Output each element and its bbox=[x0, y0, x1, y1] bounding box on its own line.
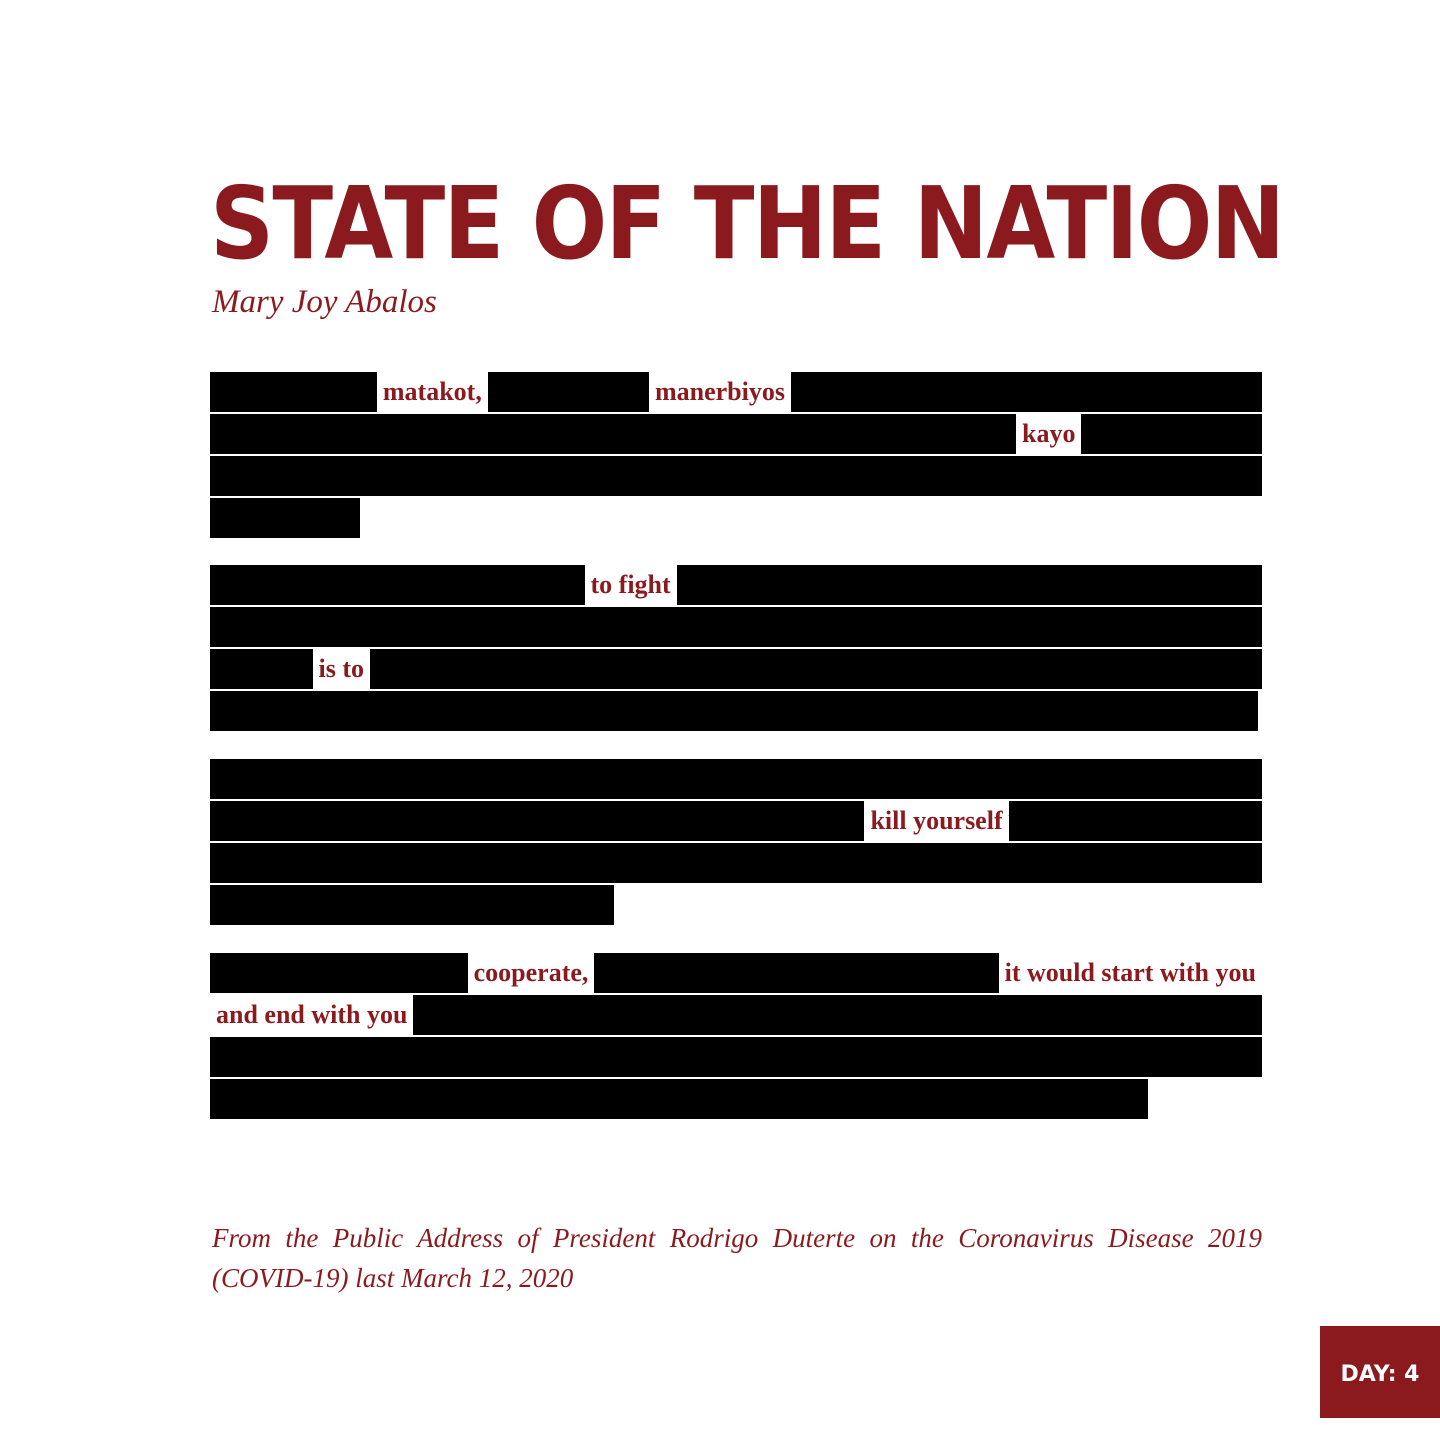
text-line bbox=[210, 883, 614, 925]
redacted-text: po ninyo. At ‘yung mga ibinibigay na well ahead ng Department of Health, sundin ho bbox=[210, 1037, 1152, 1073]
text-line bbox=[210, 799, 1262, 841]
redacted-text: wag ninyong maliitin. Do not minimize it, I said, but do not bbox=[210, 801, 864, 837]
redacted-text: to fight it bbox=[210, 649, 313, 685]
text-line bbox=[210, 647, 1262, 689]
redacted-text: pagka ganun. So ‘yung mga sinasabi na social distancing, sundin lang bbox=[413, 995, 1262, 1031]
revealed-word: kayo bbox=[1016, 414, 1081, 454]
redacted-text: tidote nito. It would only come in a form of a vaccine. Kagaya ng kagatin bbox=[210, 414, 1016, 450]
redacted-text: kung kayo po ay mag-cooperate. bbox=[210, 885, 570, 921]
text-line bbox=[210, 757, 1262, 799]
redacted-text: mga madudumi, mga kagaw, germs, sila ‘yung ma-alert at sila ‘yung papatay ng virus. bbox=[210, 691, 1168, 727]
text-line bbox=[210, 496, 360, 538]
revealed-word: cooperate, bbox=[468, 953, 595, 993]
revealed-word: it would start with you bbox=[999, 953, 1262, 993]
revealed-word: and end with you bbox=[210, 995, 413, 1035]
text-line bbox=[210, 1035, 1262, 1077]
revealed-word: to fight bbox=[585, 565, 677, 605]
redacted-text: because government is doing everything possible to make it at least controllable, but bbox=[210, 843, 1140, 879]
revealed-word: matakot, bbox=[377, 372, 488, 412]
paragraph-1 bbox=[210, 370, 1262, 538]
source-note: From the Public Address of President Rodrigo Duterte on the Coronavirus Disease 2019 (COVID-19) last March 12, 2020 bbox=[212, 1223, 1262, 1293]
redacted-text bbox=[1081, 414, 1262, 450]
text-line bbox=[210, 454, 1262, 496]
page-title: STATE OF THE NATION bbox=[210, 165, 1284, 282]
redacted-text: It’s a form of germs i-mutate lang bbox=[210, 565, 585, 601]
redacted-text: with worry bbox=[1009, 801, 1262, 837]
redacted-text: Huwag kayong bbox=[210, 372, 377, 408]
redacted-text: pero wala pang sabi ko mga an- bbox=[791, 372, 1262, 408]
revealed-word: is to bbox=[313, 649, 371, 689]
redacted-text: ah the problem would start and bbox=[622, 953, 972, 989]
text-line bbox=[210, 563, 1262, 605]
text-line bbox=[210, 993, 1262, 1035]
paragraph-2 bbox=[210, 563, 1262, 731]
text-line bbox=[210, 370, 1262, 412]
text-line bbox=[210, 841, 1262, 883]
redacted-text: ‘Pag hindi kayo nag- bbox=[210, 953, 440, 989]
revealed-word: manerbiyos bbox=[649, 372, 791, 412]
text-line bbox=[210, 689, 1258, 731]
text-line bbox=[210, 412, 1262, 454]
redacted-text: , to warn our bodies, magbigay ng signal sa bbox=[677, 565, 1262, 601]
revealed-word: kill yourself bbox=[864, 801, 1008, 841]
redacted-text: But until now, wala pa ho ‘yan. So, nandiyan na ‘yan. It’s a serious one. It is true. Hu- bbox=[210, 759, 1160, 795]
paragraph-4 bbox=[210, 951, 1262, 1119]
text-line bbox=[210, 605, 1262, 647]
redacted-text: ninyo kung anong sinasabi ng mga doktor kasi sila po ang marunong niyan. bbox=[210, 1079, 1048, 1115]
redacted-text: ‘yung mga sundalo na ang tawag nila antibodies, ‘yung pang-away mo sa bbox=[370, 649, 1262, 685]
redacted-text: huwag kayong bbox=[488, 372, 649, 408]
text-line bbox=[210, 1077, 1148, 1119]
day-badge: DAY: 4 bbox=[1320, 1326, 1440, 1418]
text-line bbox=[210, 951, 1262, 993]
redacted-text: katawan natin na merong mga germs na pumapasok sa katawan mo, and the only way bbox=[210, 607, 1167, 643]
author-name: Mary Joy Abalos bbox=[212, 284, 437, 320]
paragraph-3 bbox=[210, 757, 1262, 925]
